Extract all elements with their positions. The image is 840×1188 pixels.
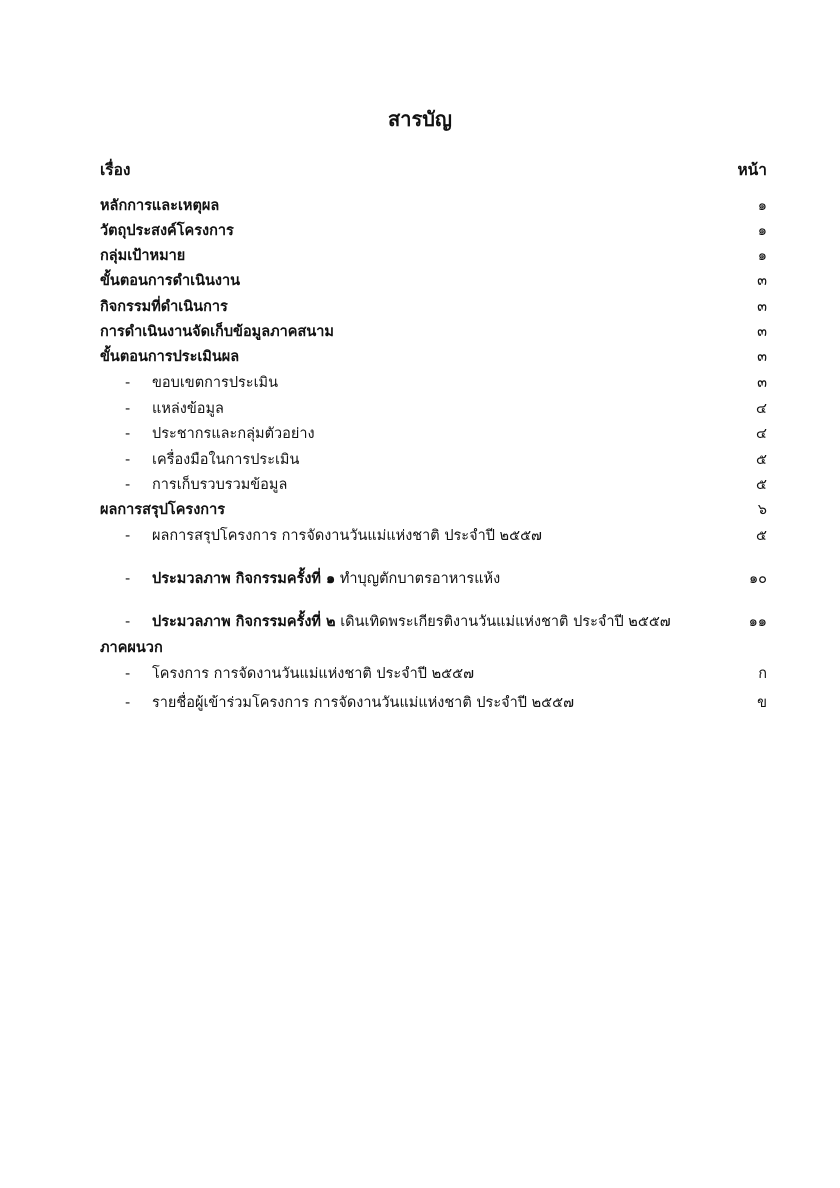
- toc-entry-appendix[interactable]: [100, 635, 767, 661]
- toc-entry-title: เครื่องมือในการประเมิน: [152, 452, 300, 468]
- toc-entry-title-rest: เดินเทิดพระเกียรติงานวันแม่แห่งชาติ ประจำปี ๒๕๕๗: [335, 614, 671, 630]
- toc-header-row: [100, 157, 767, 183]
- toc-entry-results[interactable]: [100, 497, 767, 523]
- toc-entry-page: ๔: [756, 426, 767, 442]
- toc-entry-evaluation[interactable]: [100, 344, 767, 370]
- toc-entry-page: ๑: [757, 223, 767, 239]
- toc-subentry-results-summary[interactable]: [100, 523, 767, 549]
- list-dash: -: [125, 666, 131, 682]
- toc-entry-page: ๔: [756, 401, 767, 417]
- list-dash: -: [125, 375, 131, 391]
- toc-entry-title-rest: ทำบุญตักบาตรอาหารแห้ง: [335, 571, 501, 587]
- page-column-label: หน้า: [737, 161, 767, 179]
- toc-entry-title: การเก็บรวบรวมข้อมูล: [152, 477, 288, 493]
- toc-entry-page: ๑: [757, 198, 767, 214]
- page-title: สารบัญ: [388, 107, 452, 131]
- toc-entry-page: ๕: [756, 452, 767, 468]
- toc-subentry-participants[interactable]: [100, 690, 767, 716]
- toc-subentry-instruments[interactable]: [100, 447, 767, 473]
- toc-entry-title: ผลการสรุปโครงการ การจัดงานวันแม่แห่งชาติ ประจำปี ๒๕๕๗: [152, 528, 542, 544]
- list-dash: -: [125, 452, 131, 468]
- toc-entry-title-bold: ประมวลภาพ กิจกรรมครั้งที่ ๒: [152, 614, 336, 630]
- list-dash: -: [125, 401, 131, 417]
- toc-entry-procedure[interactable]: [100, 268, 767, 294]
- toc-entry-rationale[interactable]: [100, 193, 767, 219]
- toc-entry-page: ๑: [757, 248, 767, 264]
- toc-entry-page: ๑๑: [748, 614, 767, 630]
- toc-entry-title: ผลการสรุปโครงการ: [100, 502, 225, 518]
- toc-subentry-scope[interactable]: [100, 370, 767, 396]
- toc-entry-page: ๓: [757, 375, 767, 391]
- toc-entry-field-data[interactable]: [100, 319, 767, 345]
- toc-entry-page: ข: [757, 695, 767, 711]
- list-dash: -: [125, 477, 131, 493]
- toc-entry-title: ขั้นตอนการดำเนินงาน: [100, 273, 241, 289]
- toc-entry-title: วัตถุประสงค์โครงการ: [100, 223, 234, 239]
- list-dash: -: [125, 695, 131, 711]
- toc-entry-title: ขั้นตอนการประเมินผล: [100, 349, 240, 365]
- toc-entry-target-group[interactable]: [100, 243, 767, 269]
- toc-entry-title: แหล่งข้อมูล: [152, 401, 224, 417]
- toc-entry-page: ๖: [757, 502, 767, 518]
- toc-subentry-photos-activity-2[interactable]: [100, 609, 767, 635]
- toc-subentry-population[interactable]: [100, 421, 767, 447]
- toc-entry-page: ๓: [757, 299, 767, 315]
- toc-entry-objectives[interactable]: [100, 218, 767, 244]
- list-dash: -: [125, 614, 131, 630]
- list-dash: -: [125, 571, 131, 587]
- toc-entry-title: [152, 566, 500, 592]
- toc-entry-title: ภาคผนวก: [100, 640, 163, 656]
- toc-entry-title-bold: ประมวลภาพ กิจกรรมครั้งที่ ๑: [152, 571, 336, 587]
- toc-entry-page: ๕: [756, 477, 767, 493]
- toc-entry-title: รายชื่อผู้เข้าร่วมโครงการ การจัดงานวันแม่แห่งชาติ ประจำปี ๒๕๕๗: [152, 695, 574, 711]
- toc-subentry-photos-activity-1[interactable]: [100, 566, 767, 592]
- toc-entry-title: หลักการและเหตุผล: [100, 198, 220, 214]
- toc-entry-page: ๓: [757, 273, 767, 289]
- topic-column-label: เรื่อง: [100, 161, 131, 179]
- toc-entry-activities[interactable]: [100, 294, 767, 320]
- toc-entry-title: กลุ่มเป้าหมาย: [100, 248, 186, 264]
- toc-entry-page: ๑๐: [748, 571, 767, 587]
- toc-entry-title: ขอบเขตการประเมิน: [152, 375, 279, 391]
- list-dash: -: [125, 528, 131, 544]
- toc-entry-title: โครงการ การจัดงานวันแม่แห่งชาติ ประจำปี ๒๕๕๗: [152, 666, 475, 682]
- toc-entry-page: ๓: [757, 349, 767, 365]
- toc-subentry-data-sources[interactable]: [100, 396, 767, 422]
- toc-entry-page: ก: [758, 666, 767, 682]
- toc-entry-page: ๓: [757, 324, 767, 340]
- list-dash: -: [125, 426, 131, 442]
- toc-subentry-data-collection[interactable]: [100, 472, 767, 498]
- toc-subentry-project-doc[interactable]: [100, 661, 767, 687]
- toc-entry-title: ประชากรและกลุ่มตัวอย่าง: [152, 426, 315, 442]
- toc-entry-title: กิจกรรมที่ดำเนินการ: [100, 299, 228, 315]
- toc-entry-title: [152, 609, 671, 635]
- toc-entry-title: การดำเนินงานจัดเก็บข้อมูลภาคสนาม: [100, 324, 334, 340]
- toc-entry-page: ๕: [756, 528, 767, 544]
